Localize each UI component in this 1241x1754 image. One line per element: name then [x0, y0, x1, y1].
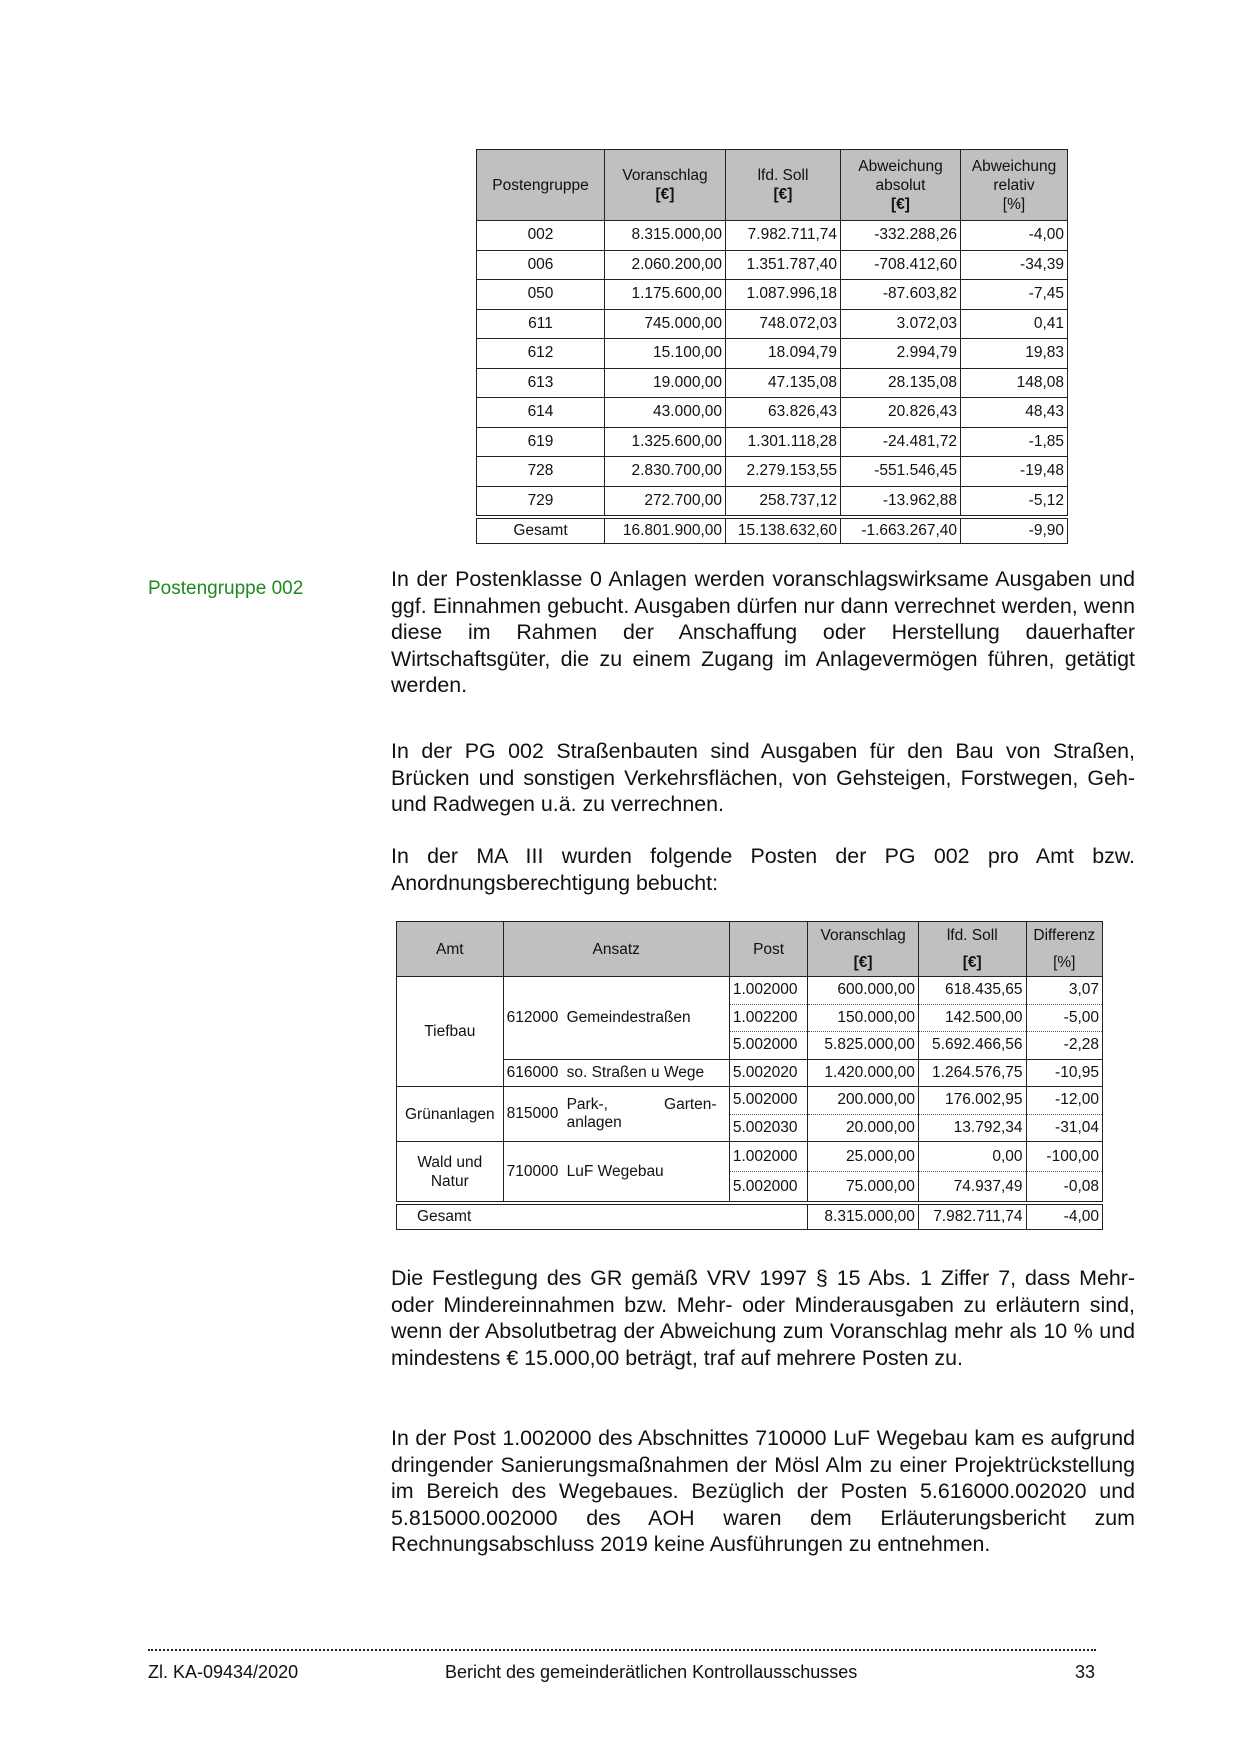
- cell: 0,00: [918, 1142, 1026, 1172]
- table-header-row: [397, 922, 1103, 977]
- cell: 47.135,08: [726, 368, 841, 398]
- cell: 148,08: [961, 368, 1068, 398]
- cell: 1.264.576,75: [918, 1059, 1026, 1087]
- post-cell: 5.002030: [729, 1114, 807, 1142]
- cell: -31,04: [1026, 1114, 1102, 1142]
- table-row: [477, 427, 1068, 457]
- cell: 19,83: [961, 339, 1068, 369]
- cell: 19.000,00: [605, 368, 726, 398]
- cell: 5.825.000,00: [808, 1032, 919, 1060]
- table-total-row: [477, 517, 1068, 544]
- cell: 13.792,34: [918, 1114, 1026, 1142]
- cell: 8.315.000,00: [808, 1203, 919, 1230]
- cell: 16.801.900,00: [605, 517, 726, 544]
- cell: -7,45: [961, 280, 1068, 310]
- postengruppen-table: [476, 149, 1068, 544]
- post-cell: 1.002000: [729, 977, 807, 1005]
- cell: 618.435,65: [918, 977, 1026, 1005]
- cell: 619: [477, 427, 605, 457]
- footer-title: Bericht des gemeinderätlichen Kontrollausschusses: [445, 1662, 858, 1682]
- paragraph-1: In der Postenklasse 0 Anlagen werden voranschlagswirksame Ausgaben und ggf. Einnahmen gebucht. Ausgaben dürfen nur dann verrechnet werden, wenn diese im Rahmen der Anschaffung oder Herstellung dauerhafter Wirtschaftsgüter, die zu einem Zugang im Anlagevermögen führen, getätigt werden.: [391, 567, 1135, 697]
- cell: -4,00: [961, 221, 1068, 251]
- post-cell: 1.002200: [729, 1004, 807, 1032]
- cell: 006: [477, 250, 605, 280]
- table-header-row: [477, 150, 1068, 221]
- cell: 15.100,00: [605, 339, 726, 369]
- table-row: [477, 457, 1068, 487]
- cell: 002: [477, 221, 605, 251]
- table-row: [477, 309, 1068, 339]
- cell: -10,95: [1026, 1059, 1102, 1087]
- header-abweichung-absolut: Abweichung absolut [€]: [841, 150, 961, 221]
- table-row: [477, 339, 1068, 369]
- footer-divider: [148, 1649, 1096, 1651]
- cell: 1.351.787,40: [726, 250, 841, 280]
- cell: 20.000,00: [808, 1114, 919, 1142]
- amt-cell: Wald und Natur: [397, 1142, 504, 1204]
- header-postengruppe: Postengruppe: [477, 150, 605, 221]
- table-row: [397, 977, 1103, 1005]
- cell: 3.072,03: [841, 309, 961, 339]
- cell: -5,12: [961, 486, 1068, 517]
- cell: 20.826,43: [841, 398, 961, 428]
- ansatz-cell: 815000 Park-, Garten- anlagen: [503, 1087, 729, 1142]
- ansatz-cell: 710000 LuF Wegebau: [503, 1142, 729, 1204]
- cell: 0,41: [961, 309, 1068, 339]
- cell: 600.000,00: [808, 977, 919, 1005]
- paragraph-2: In der PG 002 Straßenbauten sind Ausgaben für den Bau von Straßen, Brücken und sonstigen Verkehrsflächen, von Gehsteigen, Forstwegen, Geh- und Radwegen u.ä. zu verrechnen.: [391, 739, 1135, 816]
- post-cell: 1.002000: [729, 1142, 807, 1172]
- table-row: [477, 486, 1068, 517]
- cell: -4,00: [1026, 1203, 1102, 1230]
- cell: 200.000,00: [808, 1087, 919, 1115]
- cell: -19,48: [961, 457, 1068, 487]
- cell: -1,85: [961, 427, 1068, 457]
- cell: 74.937,49: [918, 1172, 1026, 1204]
- cell: 1.420.000,00: [808, 1059, 919, 1087]
- cell: 2.060.200,00: [605, 250, 726, 280]
- cell: 611: [477, 309, 605, 339]
- cell: -0,08: [1026, 1172, 1102, 1204]
- post-cell: 5.002000: [729, 1172, 807, 1204]
- cell: 63.826,43: [726, 398, 841, 428]
- cell: 5.692.466,56: [918, 1032, 1026, 1060]
- cell: 18.094,79: [726, 339, 841, 369]
- cell: 748.072,03: [726, 309, 841, 339]
- amt-cell: Grünanlagen: [397, 1087, 504, 1142]
- table-row: [477, 250, 1068, 280]
- footer-reference: Zl. KA-09434/2020: [148, 1662, 299, 1682]
- cell: Gesamt: [477, 517, 605, 544]
- cell: -5,00: [1026, 1004, 1102, 1032]
- header-amt: Amt: [397, 922, 504, 977]
- header-abweichung-relativ: Abweichung relativ [%]: [961, 150, 1068, 221]
- cell: 728: [477, 457, 605, 487]
- table-row: [397, 1087, 1103, 1115]
- cell: 612: [477, 339, 605, 369]
- section-margin-label: Postengruppe 002: [148, 578, 304, 599]
- table-row: [397, 1059, 1103, 1087]
- amt-cell: Tiefbau: [397, 977, 504, 1087]
- post-cell: 5.002020: [729, 1059, 807, 1087]
- ansatz-cell: 612000 Gemeindestraßen: [503, 977, 729, 1060]
- cell: 1.175.600,00: [605, 280, 726, 310]
- cell: 7.982.711,74: [918, 1203, 1026, 1230]
- cell: 15.138.632,60: [726, 517, 841, 544]
- header-lfd-soll: lfd. Soll [€]: [918, 922, 1026, 977]
- page-number: 33: [1075, 1662, 1096, 1682]
- paragraph-5: In der Post 1.002000 des Abschnittes 710000 LuF Wegebau kam es aufgrund dringender Sanierungsmaßnahmen der Mösl Alm zu einer Projektrückstellung im Bereich des Wegebaues. Bezüglich der Posten 5.616000.002020 und 5.815000.002000 des AOH waren dem Erläuterungsbericht zum Rechnungsabschluss 2019 keine Ausführungen zu entnehmen.: [391, 1426, 1135, 1556]
- cell: 258.737,12: [726, 486, 841, 517]
- cell: -332.288,26: [841, 221, 961, 251]
- cell: 8.315.000,00: [605, 221, 726, 251]
- header-differenz: Differenz [%]: [1026, 922, 1102, 977]
- total-label: Gesamt: [397, 1203, 808, 1230]
- cell: -708.412,60: [841, 250, 961, 280]
- cell: 43.000,00: [605, 398, 726, 428]
- cell: -551.546,45: [841, 457, 961, 487]
- cell: -34,39: [961, 250, 1068, 280]
- cell: -12,00: [1026, 1087, 1102, 1115]
- cell: -100,00: [1026, 1142, 1102, 1172]
- cell: 729: [477, 486, 605, 517]
- header-voranschlag: Voranschlag [€]: [605, 150, 726, 221]
- cell: 1.087.996,18: [726, 280, 841, 310]
- cell: 614: [477, 398, 605, 428]
- cell: 1.301.118,28: [726, 427, 841, 457]
- table-total-row: [397, 1203, 1103, 1230]
- cell: 25.000,00: [808, 1142, 919, 1172]
- table-row: [397, 1142, 1103, 1172]
- paragraph-4: Die Festlegung des GR gemäß VRV 1997 § 15 Abs. 1 Ziffer 7, dass Mehr- oder Mindereinnahmen bzw. Mehr- oder Minderausgaben zu erläutern sind, wenn der Absolutbetrag der Abweichung zum Voranschlag mehr als 10 % und mindestens € 15.000,00 beträgt, traf auf mehrere Posten zu.: [391, 1266, 1135, 1370]
- cell: 48,43: [961, 398, 1068, 428]
- cell: 28.135,08: [841, 368, 961, 398]
- cell: -24.481,72: [841, 427, 961, 457]
- cell: -2,28: [1026, 1032, 1102, 1060]
- cell: 1.325.600,00: [605, 427, 726, 457]
- table-row: [477, 221, 1068, 251]
- cell: -87.603,82: [841, 280, 961, 310]
- header-ansatz: Ansatz: [503, 922, 729, 977]
- cell: 2.994,79: [841, 339, 961, 369]
- cell: 613: [477, 368, 605, 398]
- cell: 2.279.153,55: [726, 457, 841, 487]
- cell: 142.500,00: [918, 1004, 1026, 1032]
- cell: 176.002,95: [918, 1087, 1026, 1115]
- ansatz-cell: 616000 so. Straßen u Wege: [503, 1059, 729, 1087]
- cell: 745.000,00: [605, 309, 726, 339]
- table-row: [477, 280, 1068, 310]
- table-row: [477, 368, 1068, 398]
- cell: 150.000,00: [808, 1004, 919, 1032]
- paragraph-3: In der MA III wurden folgende Posten der PG 002 pro Amt bzw. Anordnungsberechtigung bebucht:: [391, 844, 1135, 895]
- cell: 7.982.711,74: [726, 221, 841, 251]
- table-row: [477, 398, 1068, 428]
- cell: 3,07: [1026, 977, 1102, 1005]
- cell: 272.700,00: [605, 486, 726, 517]
- post-cell: 5.002000: [729, 1032, 807, 1060]
- cell: 75.000,00: [808, 1172, 919, 1204]
- cell: 050: [477, 280, 605, 310]
- posten-pro-amt-table: [396, 921, 1103, 1230]
- cell: 2.830.700,00: [605, 457, 726, 487]
- header-voranschlag: Voranschlag [€]: [808, 922, 919, 977]
- cell: -1.663.267,40: [841, 517, 961, 544]
- cell: -9,90: [961, 517, 1068, 544]
- header-post: Post: [729, 922, 807, 977]
- header-lfd-soll: lfd. Soll [€]: [726, 150, 841, 221]
- cell: -13.962,88: [841, 486, 961, 517]
- post-cell: 5.002000: [729, 1087, 807, 1115]
